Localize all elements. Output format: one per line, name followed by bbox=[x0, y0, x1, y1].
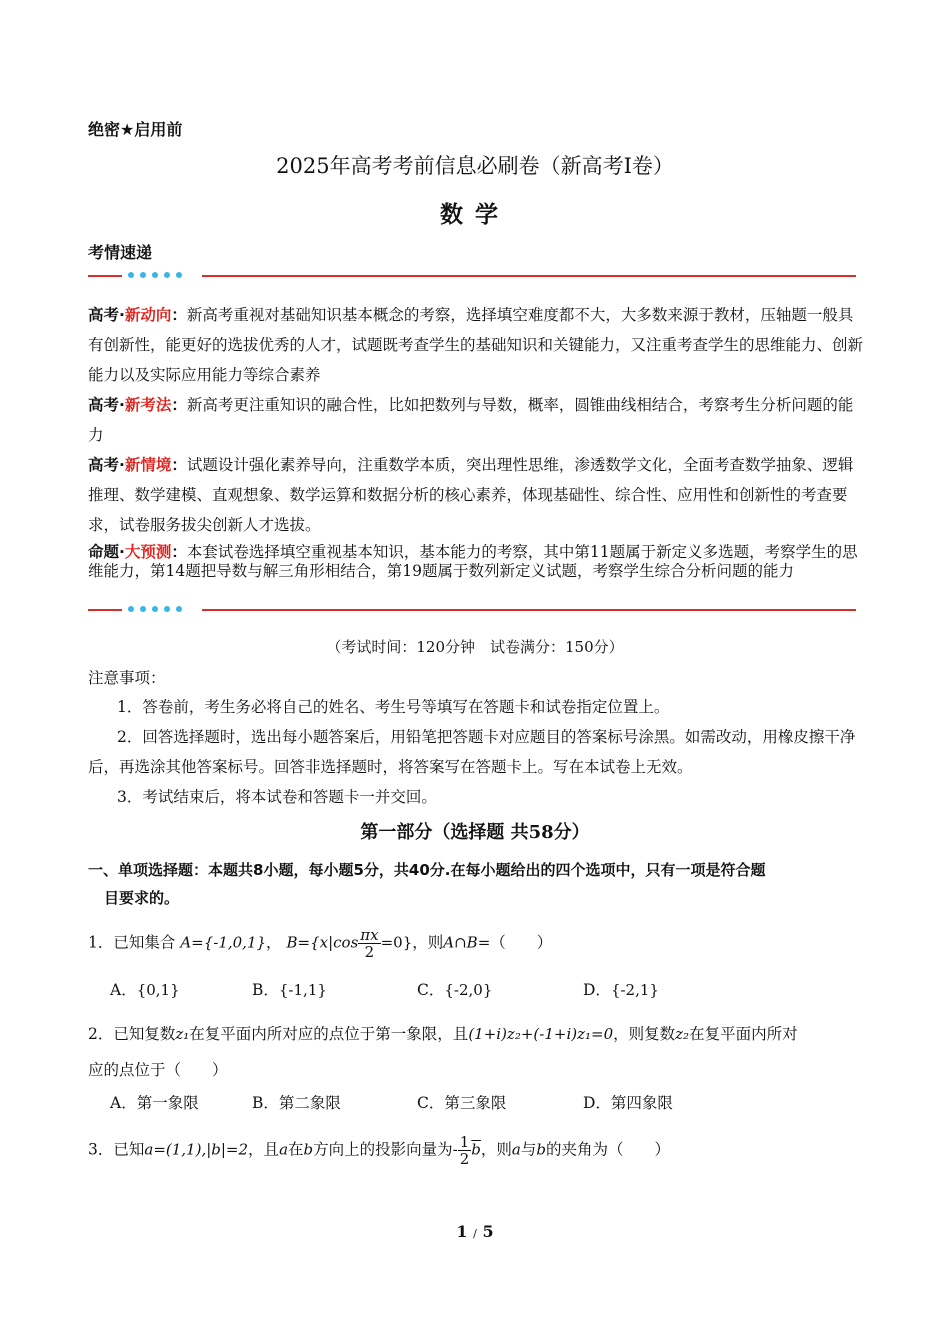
section-heading: 一、单项选择题：本题共8小题，每小题5分，共40分.在每小题给出的四个选项中，只有一项是符合题 目要求的。 bbox=[88, 861, 766, 907]
qingkuang-item: 高考·新考法：新高考更注重知识的融合性，比如把数列与导数，概率，圆锥曲线相结合，考察考生分析问题的能力 bbox=[88, 396, 854, 444]
option-d[interactable]: D．第四象限 bbox=[583, 1094, 673, 1112]
option-b[interactable]: B．第二象限 bbox=[252, 1094, 341, 1112]
qingkuang-item: 高考·新情境：试题设计强化素养导向，注重数学本质，突出理性思维，渗透数学文化，全面考查数学抽象、逻辑推理、数学建模、直观想象、数学运算和数据分析的核心素养，体现基础性、综合性、应用性和创新性的考查要求，试卷服务拔尖创新人才选拔。 bbox=[88, 456, 854, 534]
qingkuang-item: 高考·新动向：新高考重视对基础知识基本概念的考察，选择填空难度都不大，大多数来源于教材，压轴题一般具有创新性，能更好的选拔优秀的人才，试题既考查学生的基础知识和关键能力，又注重考查学生的思维能力、创新能力以及实际应用能力等综合素养 bbox=[88, 306, 864, 384]
question-2-line2: 应的点位于（ ） bbox=[88, 1061, 228, 1079]
exam-info: （考试时间：120分钟 试卷满分：150分） bbox=[326, 638, 624, 656]
subject-title: 数学 bbox=[440, 202, 510, 228]
option-a[interactable]: A．第一象限 bbox=[110, 1094, 199, 1112]
option-d[interactable]: D．{-2,1} bbox=[583, 981, 659, 999]
option-a[interactable]: A．{0,1} bbox=[110, 981, 180, 999]
section-heading-qingkuang: 考情速递 bbox=[88, 243, 153, 262]
divider-top bbox=[88, 270, 856, 282]
exam-title: 2025年高考考前信息必刷卷（新高考Ⅰ卷） bbox=[276, 154, 674, 178]
option-b[interactable]: B．{-1,1} bbox=[252, 981, 327, 999]
option-c[interactable]: C．第三象限 bbox=[417, 1094, 507, 1112]
confidential-label: 绝密★启用前 bbox=[88, 120, 183, 139]
divider-bottom bbox=[88, 604, 856, 616]
question-1: 1．已知集合 A={-1,0,1}， B={x|cos $\frac{\pi x}{2}$ =0}，则A∩B=（ ） bbox=[88, 926, 553, 961]
notes-heading: 注意事项： bbox=[88, 669, 166, 687]
qingkuang-item: 命题·大预测：本套试卷选择填空重视基本知识，基本能力的考察，其中第11题属于新定义多选题，考察学生的思维能力，第14题把导数与解三角形相结合，第19题属于数列新定义试题，考察学生综合分析问题的能力 bbox=[88, 543, 858, 580]
page-number: 1 / 5 bbox=[456, 1222, 494, 1241]
note-item: 2．回答选择题时，选出每小题答案后，用铅笔把答题卡对应题目的答案标号涂黑。如需改动，用橡皮擦干净后，再选涂其他答案标号。回答非选择题时，将答案写在答题卡上。写在本试卷上无效。 bbox=[88, 728, 856, 776]
note-item: 1．答卷前，考生务必将自己的姓名、考生号等填写在答题卡和试卷指定位置上。 bbox=[117, 698, 670, 716]
part-heading: 第一部分（选择题 共58分） bbox=[360, 822, 590, 843]
question-2-options bbox=[110, 1091, 810, 1115]
note-item: 3．考试结束后，将本试卷和答题卡一并交回。 bbox=[117, 788, 437, 806]
question-3: 3．已知a=(1,1),|b|=2，且a在b方向上的投影向量为- $\frac{1}{2}$ $\overline{b}$，则a与b的夹角为（ ） bbox=[88, 1133, 670, 1168]
question-1-options bbox=[110, 978, 810, 1002]
option-c[interactable]: C．{-2,0} bbox=[417, 981, 493, 999]
question-2: 2．已知复数z₁在复平面内所对应的点位于第一象限，且(1+i)z₂+(-1+i)z₁=0，则复数z₂在复平面内所对 bbox=[88, 1025, 798, 1043]
